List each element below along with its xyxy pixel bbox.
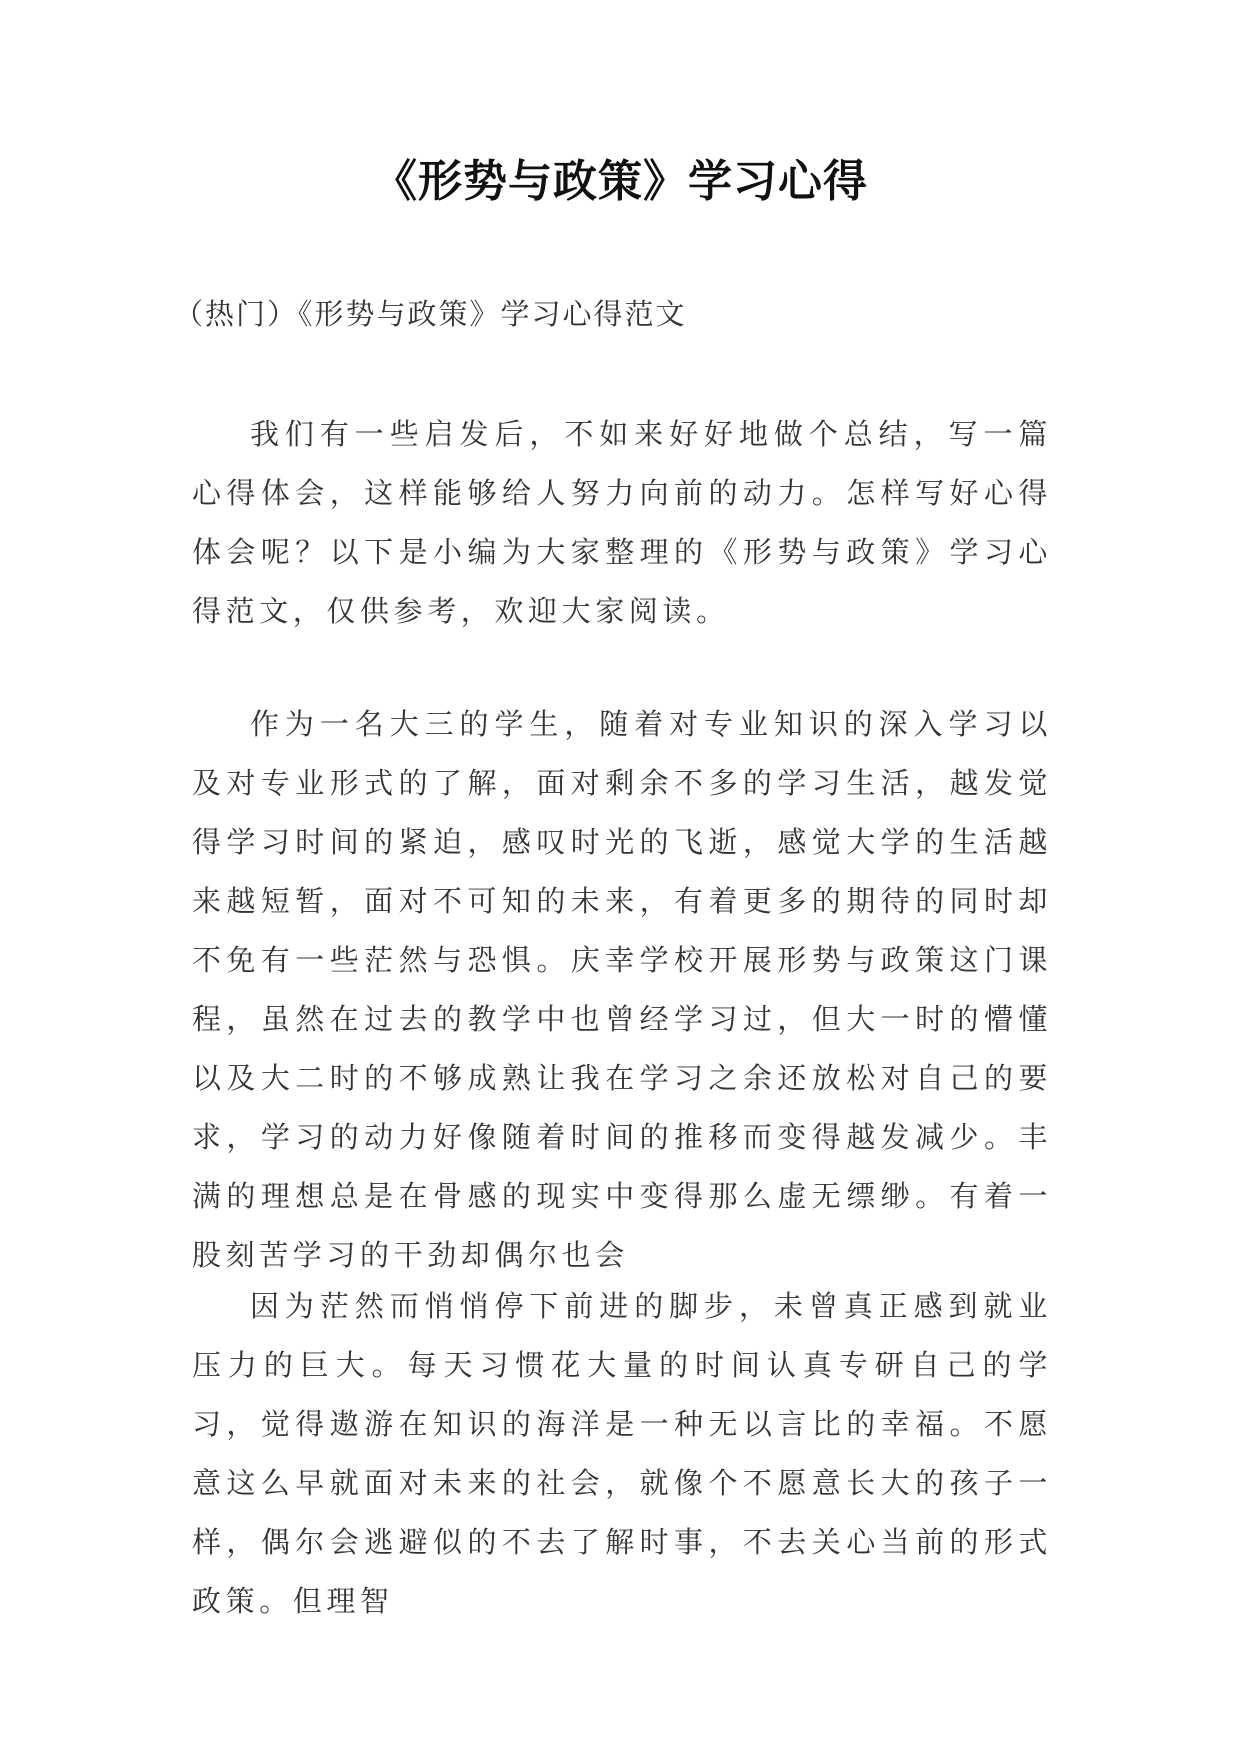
- paragraph-body-1: 作为一名大三的学生，随着对专业知识的深入学习以及对专业形式的了解，面对剩余不多的学习生活，越发觉得学习时间的紧迫，感叹时光的飞逝，感觉大学的生活越来越短暂，面对不可知的未来，有着更多的期待的同时却不免有一些茫然与恐惧。庆幸学校开展形势与政策这门课程，虽然在过去的教学中也曾经学习过，但大一时的懵懂以及大二时的不够成熟让我在学习之余还放松对自己的要求，学习的动力好像随着时间的推移而变得越发减少。丰满的理想总是在骨感的现实中变得那么虚无缥缈。有着一股刻苦学习的干劲却偶尔也会: [192, 707, 1052, 1272]
- document-subtitle: （热门）《形势与政策》学习心得范文: [174, 297, 687, 331]
- document-title: 《形势与政策》学习心得: [373, 156, 868, 207]
- paragraph-intro: 我们有一些启发后，不如来好好地做个总结，写一篇心得体会，这样能够给人努力向前的动力。怎样写好心得体会呢？以下是小编为大家整理的《形势与政策》学习心得范文，仅供参考，欢迎大家阅读。: [192, 417, 1052, 628]
- paragraph-body-2: 因为茫然而悄悄停下前进的脚步，未曾真正感到就业压力的巨大。每天习惯花大量的时间认真专研自己的学习，觉得遨游在知识的海洋是一种无以言比的幸福。不愿意这么早就面对未来的社会，就像个不愿意长大的孩子一样，偶尔会逃避似的不去了解时事，不去关心当前的形式政策。但理智: [192, 1289, 1052, 1618]
